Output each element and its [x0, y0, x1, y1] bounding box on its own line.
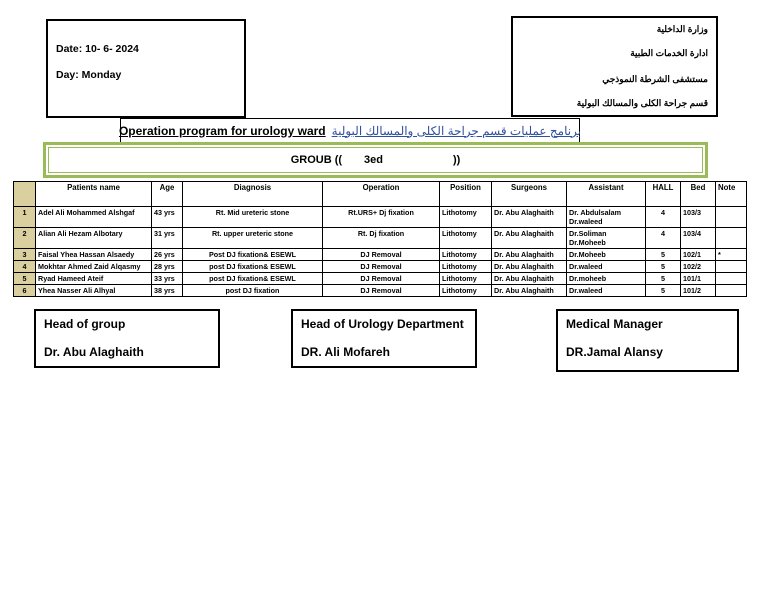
assistant: Dr.moheeb: [567, 273, 646, 285]
surgeon: Dr. Abu Alaghaith: [492, 261, 567, 273]
bed: 103/3: [681, 207, 716, 228]
row-index: 1: [14, 207, 36, 228]
assistant: Dr. Abdulsalam Dr.waleed: [567, 207, 646, 228]
operation: Rt. Dj fixation: [323, 228, 440, 249]
note: [716, 228, 747, 249]
department-line: ادارة الخدمات الطبية: [630, 48, 708, 58]
day-label: Day: Monday: [56, 69, 122, 81]
bed: 103/4: [681, 228, 716, 249]
group-box: [43, 142, 708, 178]
assistant: Dr.waleed: [567, 285, 646, 297]
table-row: [14, 273, 747, 285]
diagnosis: post DJ fixation: [183, 285, 323, 297]
hall: 5: [646, 249, 681, 261]
col-header-bed: Bed: [681, 182, 716, 207]
operation: DJ Removal: [323, 261, 440, 273]
assistant: Dr.Moheeb: [567, 249, 646, 261]
signature-name: DR. Ali Mofareh: [301, 345, 390, 359]
hall: 4: [646, 228, 681, 249]
operation-table: [13, 181, 747, 297]
operation: DJ Removal: [323, 249, 440, 261]
signature-role: Head of Urology Department: [301, 317, 464, 331]
bed: 101/2: [681, 285, 716, 297]
patient-age: 26 yrs: [152, 249, 183, 261]
diagnosis: Rt. upper ureteric stone: [183, 228, 323, 249]
hall: 5: [646, 285, 681, 297]
patient-name: Faisal Yhea Hassan Alsaedy: [36, 249, 152, 261]
col-header-surgeons: Surgeons: [492, 182, 567, 207]
note: *: [716, 249, 747, 261]
hall: 5: [646, 273, 681, 285]
patient-name: Mokhtar Ahmed Zaid Alqasmy: [36, 261, 152, 273]
col-header-operation: Operation: [323, 182, 440, 207]
patient-age: 31 yrs: [152, 228, 183, 249]
hall: 5: [646, 261, 681, 273]
patient-age: 28 yrs: [152, 261, 183, 273]
col-header-diagnosis: Diagnosis: [183, 182, 323, 207]
surgeon: Dr. Abu Alaghaith: [492, 285, 567, 297]
page-title: [120, 118, 580, 143]
position: Lithotomy: [440, 273, 492, 285]
title-english: Operation program for urology ward: [118, 123, 326, 138]
table-row: [14, 249, 747, 261]
ministry-line: وزارة الداخلية: [656, 24, 708, 34]
patient-age: 38 yrs: [152, 285, 183, 297]
assistant: Dr.waleed: [567, 261, 646, 273]
patient-name: Ryad Hameed Ateif: [36, 273, 152, 285]
date-label: Date: 10- 6- 2024: [56, 43, 139, 55]
table-row: [14, 261, 747, 273]
bed: 102/1: [681, 249, 716, 261]
ministry-box: [511, 16, 718, 117]
col-header-patient: Patients name: [36, 182, 152, 207]
signature-name: DR.Jamal Alansy: [566, 345, 663, 359]
signature-role: Medical Manager: [566, 317, 663, 331]
surgeon: Dr. Abu Alaghaith: [492, 273, 567, 285]
operation: Rt.URS+ Dj fixation: [323, 207, 440, 228]
table-row: [14, 207, 747, 228]
diagnosis: Rt. Mid ureteric stone: [183, 207, 323, 228]
signature-role: Head of group: [44, 317, 126, 331]
hall: 4: [646, 207, 681, 228]
row-index: 4: [14, 261, 36, 273]
note: [716, 285, 747, 297]
assistant: Dr.Soliman Dr.Moheeb: [567, 228, 646, 249]
signature-name: Dr. Abu Alaghaith: [44, 345, 144, 359]
diagnosis: Post DJ fixation& ESEWL: [183, 249, 323, 261]
date-box: [46, 19, 246, 118]
note: [716, 207, 747, 228]
hospital-line: مستشفى الشرطة النموذجي: [602, 74, 708, 84]
table-header-row: [14, 182, 747, 207]
col-header-assistant: Assistant: [567, 182, 646, 207]
row-index: 2: [14, 228, 36, 249]
signature-head-of-department: [291, 309, 477, 368]
surgeon: Dr. Abu Alaghaith: [492, 228, 567, 249]
col-header-hall: HALL: [646, 182, 681, 207]
col-header-position: Position: [440, 182, 492, 207]
surgeon: Dr. Abu Alaghaith: [492, 207, 567, 228]
bed: 101/1: [681, 273, 716, 285]
position: Lithotomy: [440, 207, 492, 228]
operation: DJ Removal: [323, 273, 440, 285]
ward-line: قسم جراحة الكلى والمسالك البولية: [576, 98, 708, 108]
title-arabic: برنامج عمليات قسم جراحة الكلى والمسالك البولية: [331, 123, 582, 138]
patient-name: Adel Ali Mohammed Alshgaf: [36, 207, 152, 228]
diagnosis: post DJ fixation& ESEWL: [183, 261, 323, 273]
col-header-index: [14, 182, 36, 207]
row-index: 6: [14, 285, 36, 297]
group-value: 3ed: [364, 154, 383, 166]
bed: 102/2: [681, 261, 716, 273]
position: Lithotomy: [440, 285, 492, 297]
row-index: 5: [14, 273, 36, 285]
patient-name: Alian Ali Hezam Albotary: [36, 228, 152, 249]
patient-age: 33 yrs: [152, 273, 183, 285]
group-close: )): [452, 154, 461, 166]
position: Lithotomy: [440, 249, 492, 261]
note: [716, 273, 747, 285]
signature-head-of-group: [34, 309, 220, 368]
col-header-note: Note: [716, 182, 747, 207]
patient-age: 43 yrs: [152, 207, 183, 228]
signature-medical-manager: [556, 309, 739, 372]
group-label: GROUB ((: [290, 154, 343, 166]
col-header-age: Age: [152, 182, 183, 207]
row-index: 3: [14, 249, 36, 261]
operation: DJ Removal: [323, 285, 440, 297]
position: Lithotomy: [440, 261, 492, 273]
diagnosis: post DJ fixation& ESEWL: [183, 273, 323, 285]
position: Lithotomy: [440, 228, 492, 249]
table-row: [14, 228, 747, 249]
table-row: [14, 285, 747, 297]
surgeon: Dr. Abu Alaghaith: [492, 249, 567, 261]
note: [716, 261, 747, 273]
patient-name: Yhea Nasser Ali Alhyal: [36, 285, 152, 297]
